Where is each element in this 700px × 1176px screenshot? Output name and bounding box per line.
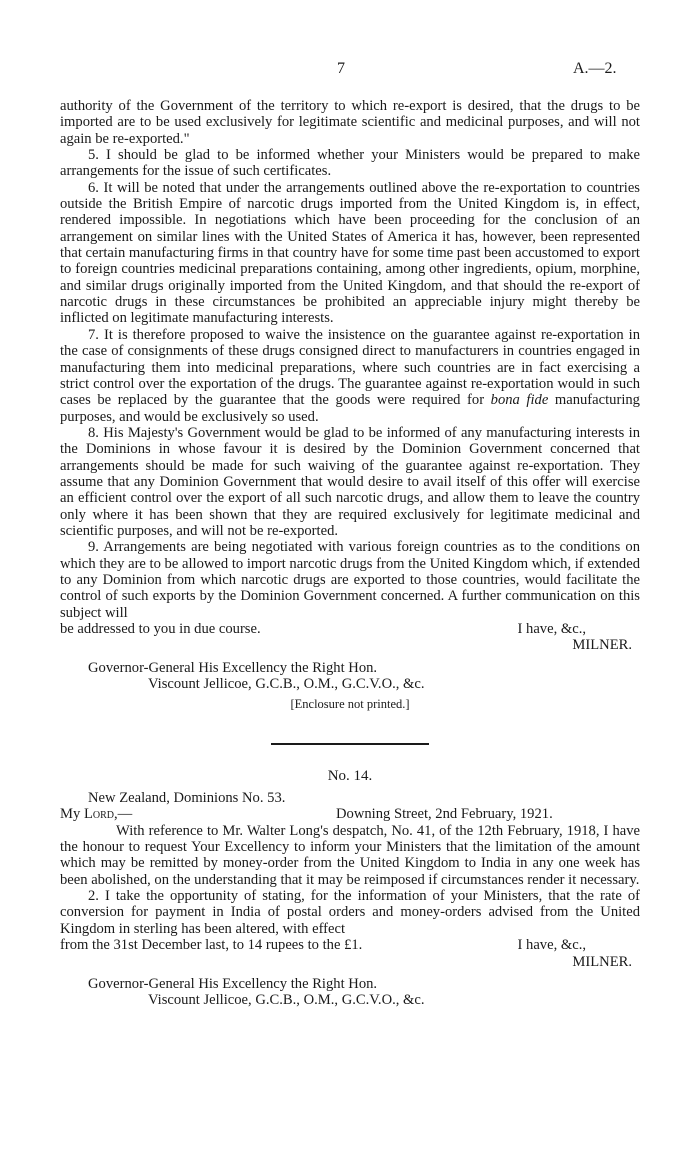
signature: MILNER.	[572, 637, 632, 654]
letter2-closing-formula: I have, &c.,	[517, 937, 586, 954]
letter2-paragraph-1: With reference to Mr. Walter Long's despatch, No. 41, of the 12th February, 1918, I have the honour to request Your Excellency to inform your Ministers that the limitation of the amount which may be remitted by money-order from the United Kingdom to India in any one week has been abolished, on the understanding that it may be reimposed if circumstances render it necessary.	[60, 822, 640, 888]
paragraph-8: 8. His Majesty's Government would be glad to be informed of any manufacturing interests in the Dominions in whose favour it is desired by the Dominion Government concerned that arrangements should be made for such waiving of the guarantee against re-exportation. They assume that any Dominion Government that would desire to avail itself of this offer will exercise an efficient control over the export of all such narcotic drugs, and allow them to leave the country only where it has been shown that they are required exclusively for legitimate medicinal and scientific purposes, and will not be re-exported.	[60, 424, 640, 539]
document-reference: A.—2.	[573, 60, 617, 77]
closing-row	[60, 621, 640, 637]
letter2-closing-row	[60, 937, 640, 953]
paragraph-9-last-line: be addressed to you in due course.	[60, 621, 261, 637]
salutation-row	[60, 806, 640, 822]
letter-number: No. 14.	[327, 767, 373, 784]
text-column	[60, 98, 640, 1009]
letter2-addressee-line-2: Viscount Jellicoe, G.C.B., O.M., G.C.V.O., &c.	[148, 992, 425, 1009]
paragraph-6: 6. It will be noted that under the arrangements outlined above the re-exportation to countries outside the British Empire of narcotic drugs imported from the United Kingdom is, in effect, rendered impossible. In negotiations which have been proceeding for the conclusion of an arrangement on similar lines with the United States of America it has, however, been represented that certain manufacturing firms in that country have for some time past been accustomed to export to foreign countries medicinal preparations containing, among other ingredients, opium, morphine, and similar drugs originally imported from the United Kingdom, and that should the re-export of narcotic drugs in these circumstances be prohibited an appreciable injury might thereby be inflicted on legitimate manufacturing interests.	[60, 179, 640, 327]
salutation	[60, 806, 132, 822]
page-number: 7	[337, 60, 345, 77]
dateline: Downing Street, 2nd February, 1921.	[336, 806, 553, 823]
dominion-reference: New Zealand, Dominions No. 53.	[88, 790, 286, 807]
paragraph-7-text: 7. It is therefore proposed to waive the insistence on the guarantee against re-exportation in the case of consignments of these drugs consigned direct to manufacturers in countries engaged in manufacturing them into medicinal preparations, where such countries are in fact exercising a strict control over the exportation of the drugs. The guarantee against re-exportation would in such cases be replaced by the guarantee that the goods were required for	[60, 326, 640, 409]
salutation-word-2: Lord,—	[83, 806, 133, 823]
letter2-paragraph-2: 2. I take the opportunity of stating, for the information of your Ministers, that the rate of conversion for payment in India of postal orders and money-orders advised from the United Kingdom in sterling has been altered, with effect	[60, 888, 640, 937]
letter2-signature: MILNER.	[572, 953, 632, 970]
page-header	[0, 60, 700, 80]
paragraph-9: 9. Arrangements are being negotiated with various foreign countries as to the conditions on which they are to be allowed to import narcotic drugs from the United Kingdom which, if extended to any Dominion from which narcotic drugs are exported to those countries, would facilitate the control of such exports by the Dominion Government concerned. A further communication on this subject will	[60, 539, 640, 621]
paragraph-continuation: authority of the Government of the territory to which re-export is desired, that the drugs to be imported are to be used exclusively for legitimate scientific and medicinal purposes, and will not again be re-exported."	[60, 98, 640, 147]
paragraph-7-tail: manufacturing purposes, and would be exclusively so used.	[60, 392, 640, 425]
addressee-line-1: Governor-General His Excellency the Right Hon.	[88, 659, 378, 676]
enclosure-note: [Enclosure not printed.]	[290, 697, 410, 712]
letter2-addressee-line-1: Governor-General His Excellency the Right Hon.	[88, 975, 378, 992]
letter2-paragraph-2-last-line: from the 31st December last, to 14 rupees to the £1.	[60, 937, 363, 954]
section-divider	[271, 743, 429, 745]
paragraph-7-italic: bona fide	[490, 392, 549, 409]
closing-formula: I have, &c.,	[517, 621, 586, 637]
paragraph-5: 5. I should be glad to be informed whether your Ministers would be prepared to make arrangements for the issue of such certificates.	[60, 147, 640, 180]
paragraph-7	[60, 327, 640, 425]
salutation-word-1: My	[60, 806, 81, 823]
addressee-line-2: Viscount Jellicoe, G.C.B., O.M., G.C.V.O., &c.	[148, 676, 425, 693]
